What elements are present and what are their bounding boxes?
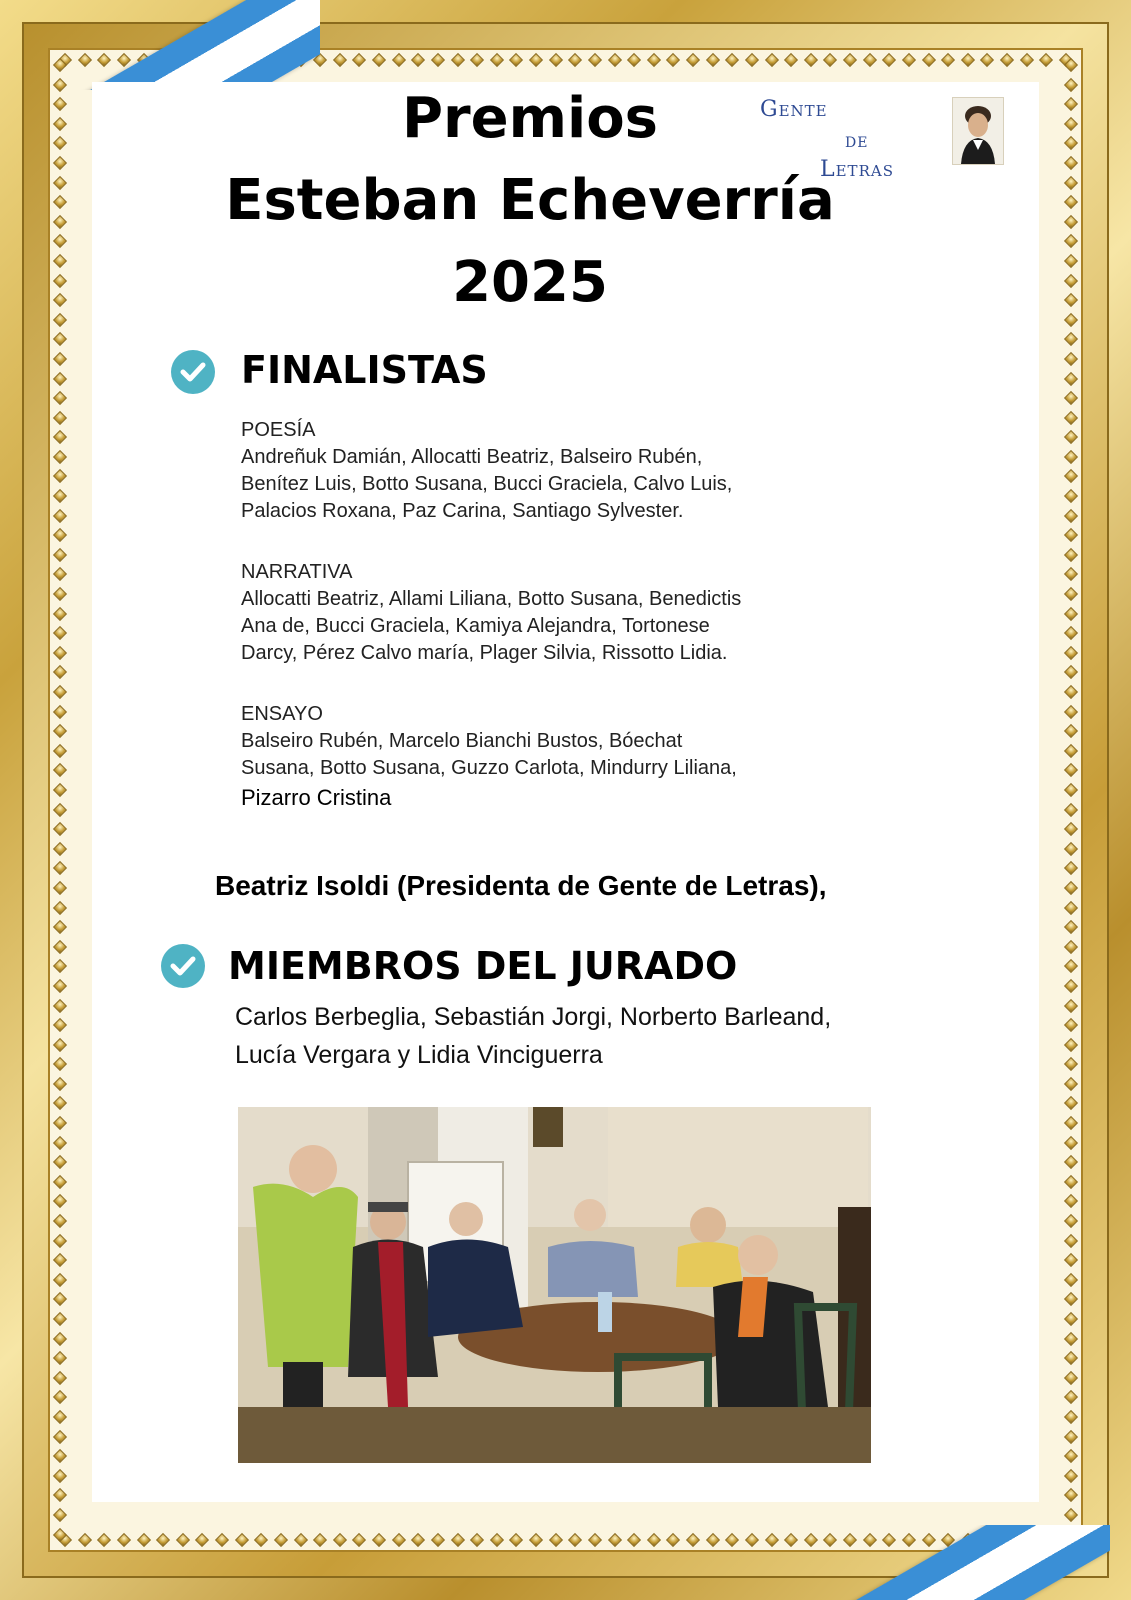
frame-bead	[1064, 763, 1078, 777]
frame-bead	[686, 53, 700, 67]
frame-bead	[53, 1351, 67, 1365]
frame-bead	[53, 646, 67, 660]
frame-bead	[725, 53, 739, 67]
jury-names	[235, 998, 955, 1074]
frame-bead	[1064, 117, 1078, 131]
jury-photo	[238, 1107, 871, 1463]
frame-bead	[53, 1429, 67, 1443]
frame-bead	[1064, 607, 1078, 621]
portrait-icon	[952, 97, 1004, 165]
jury-line: Carlos Berbeglia, Sebastián Jorgi, Norberto Barleand,	[235, 1003, 832, 1031]
jury-heading: MIEMBROS DEL JURADO	[228, 944, 738, 988]
category-title: ENSAYO	[241, 703, 323, 725]
frame-bead	[53, 430, 67, 444]
frame-bead	[921, 53, 935, 67]
frame-bead	[1064, 1273, 1078, 1287]
frame-bead	[1064, 58, 1078, 72]
frame-bead	[53, 528, 67, 542]
category-narrativa	[241, 558, 861, 667]
frame-bead	[53, 1410, 67, 1424]
logo-word-3: Letras	[820, 157, 894, 182]
frame-bead	[53, 607, 67, 621]
frame-bead	[53, 313, 67, 327]
frame-bead	[53, 1234, 67, 1248]
frame-bead	[607, 1533, 621, 1547]
frame-bead	[1000, 53, 1014, 67]
frame-bead	[961, 53, 975, 67]
frame-bead	[647, 53, 661, 67]
frame-bead	[588, 53, 602, 67]
frame-bead	[53, 1332, 67, 1346]
frame-bead	[980, 53, 994, 67]
frame-bead	[53, 744, 67, 758]
frame-bead	[941, 53, 955, 67]
frame-bead	[53, 371, 67, 385]
jury-check-icon	[161, 944, 205, 988]
frame-bead	[313, 1533, 327, 1547]
frame-bead	[53, 1312, 67, 1326]
frame-bead	[1064, 724, 1078, 738]
frame-bead	[549, 1533, 563, 1547]
frame-bead	[1064, 352, 1078, 366]
frame-bead	[53, 1390, 67, 1404]
frame-bead	[568, 1533, 582, 1547]
title-line-3: 2025	[452, 250, 608, 315]
frame-bead	[666, 1533, 680, 1547]
frame-bead	[902, 53, 916, 67]
frame-bead	[53, 1449, 67, 1463]
frame-bead	[136, 1533, 150, 1547]
frame-bead	[1064, 940, 1078, 954]
frame-bead	[1064, 195, 1078, 209]
frame-bead	[431, 1533, 445, 1547]
frame-bead	[1064, 97, 1078, 111]
frame-bead	[53, 567, 67, 581]
frame-bead	[333, 1533, 347, 1547]
frame-bead	[156, 1533, 170, 1547]
frame-bead	[53, 1253, 67, 1267]
frame-bead	[1064, 273, 1078, 287]
frame-bead	[53, 1292, 67, 1306]
category-line: Allocatti Beatriz, Allami Liliana, Botto Susana, Benedictis	[241, 588, 742, 610]
frame-bead	[1064, 450, 1078, 464]
frame-bead	[117, 1533, 131, 1547]
frame-bead	[1064, 587, 1078, 601]
frame-bead	[1064, 411, 1078, 425]
frame-bead	[1064, 469, 1078, 483]
frame-bead	[53, 273, 67, 287]
frame-bead	[1064, 254, 1078, 268]
frame-bead	[450, 53, 464, 67]
frame-bead	[53, 1155, 67, 1169]
finalists-heading: FINALISTAS	[241, 348, 488, 392]
frame-bead	[588, 1533, 602, 1547]
frame-bead	[1064, 900, 1078, 914]
frame-bead	[490, 1533, 504, 1547]
frame-bead	[1064, 1508, 1078, 1522]
frame-bead	[1064, 822, 1078, 836]
frame-bead	[53, 940, 67, 954]
category-line: Andreñuk Damián, Allocatti Beatriz, Balseiro Rubén,	[241, 446, 703, 468]
frame-bead	[647, 1533, 661, 1547]
gente-de-letras-logo	[760, 95, 1010, 190]
frame-bead	[254, 1533, 268, 1547]
frame-bead	[53, 509, 67, 523]
frame-bead	[1064, 1488, 1078, 1502]
frame-bead	[392, 1533, 406, 1547]
frame-bead	[1064, 136, 1078, 150]
frame-bead	[53, 685, 67, 699]
frame-bead	[372, 53, 386, 67]
frame-bead	[53, 842, 67, 856]
frame-bead	[1064, 293, 1078, 307]
frame-bead	[411, 1533, 425, 1547]
frame-bead	[53, 1371, 67, 1385]
frame-bead	[509, 53, 523, 67]
frame-bead	[1064, 1175, 1078, 1189]
frame-bead	[53, 783, 67, 797]
category-line: Pizarro Cristina	[241, 785, 392, 810]
frame-bead	[53, 920, 67, 934]
frame-bead	[53, 724, 67, 738]
president-line: Beatriz Isoldi (Presidenta de Gente de Letras),	[215, 870, 827, 901]
frame-bead	[53, 215, 67, 229]
category-poesia	[241, 416, 861, 525]
frame-bead	[53, 1096, 67, 1110]
frame-bead	[450, 1533, 464, 1547]
frame-bead	[1064, 1116, 1078, 1130]
frame-bead	[53, 998, 67, 1012]
frame-bead	[1064, 744, 1078, 758]
frame-bead	[1064, 881, 1078, 895]
flag-ribbon-top-left	[40, 0, 320, 90]
frame-bead	[235, 1533, 249, 1547]
frame-bead	[53, 1038, 67, 1052]
title-line-2: Esteban Echeverría	[225, 168, 835, 233]
frame-bead	[490, 53, 504, 67]
category-line: Ana de, Bucci Graciela, Kamiya Alejandra, Tortonese	[241, 615, 710, 637]
frame-bead	[1064, 313, 1078, 327]
frame-bead	[1064, 1234, 1078, 1248]
frame-bead	[1064, 215, 1078, 229]
frame-bead	[1064, 430, 1078, 444]
frame-bead	[1064, 1038, 1078, 1052]
frame-bead	[1064, 1253, 1078, 1267]
frame-bead	[1064, 1096, 1078, 1110]
frame-bead	[1064, 1057, 1078, 1071]
frame-bead	[1064, 1214, 1078, 1228]
frame-bead	[53, 763, 67, 777]
frame-bead	[725, 1533, 739, 1547]
frame-bead	[195, 1533, 209, 1547]
frame-bead	[53, 1508, 67, 1522]
bead-border-right	[1061, 60, 1081, 1540]
frame-bead	[53, 1194, 67, 1208]
frame-bead	[1064, 1077, 1078, 1091]
frame-bead	[1064, 509, 1078, 523]
frame-bead	[784, 53, 798, 67]
frame-bead	[53, 450, 67, 464]
frame-bead	[1064, 1292, 1078, 1306]
frame-bead	[1064, 1351, 1078, 1365]
frame-bead	[53, 1214, 67, 1228]
logo-word-1: Gente	[760, 97, 828, 122]
frame-bead	[411, 53, 425, 67]
frame-bead	[274, 1533, 288, 1547]
frame-bead	[1064, 1390, 1078, 1404]
frame-bead	[706, 53, 720, 67]
frame-bead	[1064, 1429, 1078, 1443]
finalists-check-icon	[171, 350, 215, 394]
frame-bead	[53, 469, 67, 483]
frame-bead	[1064, 802, 1078, 816]
frame-bead	[1064, 1155, 1078, 1169]
frame-bead	[53, 234, 67, 248]
frame-bead	[509, 1533, 523, 1547]
frame-bead	[1064, 567, 1078, 581]
frame-bead	[1064, 783, 1078, 797]
frame-bead	[1064, 646, 1078, 660]
frame-bead	[53, 117, 67, 131]
frame-bead	[1064, 998, 1078, 1012]
frame-bead	[53, 391, 67, 405]
frame-bead	[1064, 1469, 1078, 1483]
frame-bead	[1064, 842, 1078, 856]
frame-bead	[53, 881, 67, 895]
frame-bead	[1064, 175, 1078, 189]
frame-bead	[215, 1533, 229, 1547]
frame-bead	[53, 195, 67, 209]
jury-line: Lucía Vergara y Lidia Vinciguerra	[235, 1041, 603, 1069]
frame-bead	[53, 665, 67, 679]
frame-bead	[53, 1175, 67, 1189]
frame-bead	[78, 1533, 92, 1547]
frame-bead	[627, 1533, 641, 1547]
frame-bead	[53, 293, 67, 307]
frame-bead	[607, 53, 621, 67]
frame-bead	[53, 959, 67, 973]
frame-bead	[293, 1533, 307, 1547]
flag-ribbon-bottom-right	[790, 1525, 1110, 1600]
frame-bead	[1064, 665, 1078, 679]
frame-bead	[568, 53, 582, 67]
frame-bead	[53, 1273, 67, 1287]
category-line: Palacios Roxana, Paz Carina, Santiago Sylvester.	[241, 500, 684, 522]
frame-bead	[470, 1533, 484, 1547]
frame-bead	[53, 332, 67, 346]
frame-bead	[53, 136, 67, 150]
frame-bead	[804, 53, 818, 67]
category-line: Susana, Botto Susana, Guzzo Carlota, Mindurry Liliana,	[241, 757, 737, 779]
frame-bead	[53, 1116, 67, 1130]
frame-bead	[470, 53, 484, 67]
frame-bead	[1064, 489, 1078, 503]
frame-bead	[53, 548, 67, 562]
frame-bead	[53, 254, 67, 268]
frame-bead	[53, 1527, 67, 1541]
frame-bead	[53, 705, 67, 719]
frame-bead	[53, 1488, 67, 1502]
frame-bead	[1064, 861, 1078, 875]
frame-bead	[53, 900, 67, 914]
frame-bead	[764, 1533, 778, 1547]
category-line: Balseiro Rubén, Marcelo Bianchi Bustos, Bóechat	[241, 730, 683, 752]
category-line: Benítez Luis, Botto Susana, Bucci Graciela, Calvo Luis,	[241, 473, 733, 495]
bead-border-left	[50, 60, 70, 1540]
frame-bead	[1064, 920, 1078, 934]
frame-bead	[1064, 528, 1078, 542]
frame-bead	[529, 53, 543, 67]
category-title: NARRATIVA	[241, 561, 353, 583]
frame-bead	[372, 1533, 386, 1547]
frame-bead	[1064, 1410, 1078, 1424]
frame-bead	[1064, 234, 1078, 248]
frame-bead	[1064, 371, 1078, 385]
frame-bead	[863, 53, 877, 67]
frame-bead	[1064, 979, 1078, 993]
frame-bead	[1064, 391, 1078, 405]
frame-bead	[53, 1018, 67, 1032]
frame-bead	[97, 1533, 111, 1547]
frame-bead	[1064, 705, 1078, 719]
frame-bead	[1064, 78, 1078, 92]
frame-bead	[53, 1469, 67, 1483]
frame-bead	[686, 1533, 700, 1547]
frame-bead	[53, 1077, 67, 1091]
frame-bead	[1064, 626, 1078, 640]
frame-bead	[549, 53, 563, 67]
frame-bead	[1064, 156, 1078, 170]
frame-bead	[1064, 1449, 1078, 1463]
frame-bead	[53, 489, 67, 503]
frame-bead	[392, 53, 406, 67]
frame-bead	[1020, 53, 1034, 67]
frame-bead	[1064, 332, 1078, 346]
frame-bead	[53, 979, 67, 993]
frame-bead	[1064, 1194, 1078, 1208]
frame-bead	[53, 587, 67, 601]
frame-bead	[1064, 1136, 1078, 1150]
frame-bead	[53, 822, 67, 836]
frame-bead	[1064, 1371, 1078, 1385]
frame-bead	[431, 53, 445, 67]
frame-bead	[53, 1136, 67, 1150]
frame-bead	[745, 1533, 759, 1547]
frame-bead	[1064, 1312, 1078, 1326]
frame-bead	[882, 53, 896, 67]
frame-bead	[53, 411, 67, 425]
frame-bead	[666, 53, 680, 67]
frame-bead	[706, 1533, 720, 1547]
frame-bead	[529, 1533, 543, 1547]
frame-bead	[1064, 548, 1078, 562]
frame-bead	[843, 53, 857, 67]
logo-word-2: de	[845, 128, 869, 152]
frame-bead	[1064, 1018, 1078, 1032]
frame-bead	[176, 1533, 190, 1547]
title-line-1: Premios	[402, 86, 658, 151]
frame-bead	[53, 175, 67, 189]
frame-bead	[1064, 1332, 1078, 1346]
category-ensayo	[241, 700, 861, 814]
frame-bead	[764, 53, 778, 67]
frame-bead	[53, 97, 67, 111]
frame-bead	[53, 626, 67, 640]
frame-bead	[823, 53, 837, 67]
frame-bead	[333, 53, 347, 67]
frame-bead	[1064, 959, 1078, 973]
category-line: Darcy, Pérez Calvo maría, Plager Silvia, Rissotto Lidia.	[241, 642, 728, 664]
category-title: POESÍA	[241, 419, 316, 441]
frame-bead	[627, 53, 641, 67]
frame-bead	[745, 53, 759, 67]
frame-bead	[1039, 53, 1053, 67]
frame-bead	[1064, 685, 1078, 699]
frame-bead	[352, 1533, 366, 1547]
frame-bead	[53, 802, 67, 816]
frame-bead	[53, 352, 67, 366]
frame-bead	[53, 1057, 67, 1071]
frame-bead	[53, 861, 67, 875]
frame-bead	[53, 156, 67, 170]
frame-bead	[352, 53, 366, 67]
